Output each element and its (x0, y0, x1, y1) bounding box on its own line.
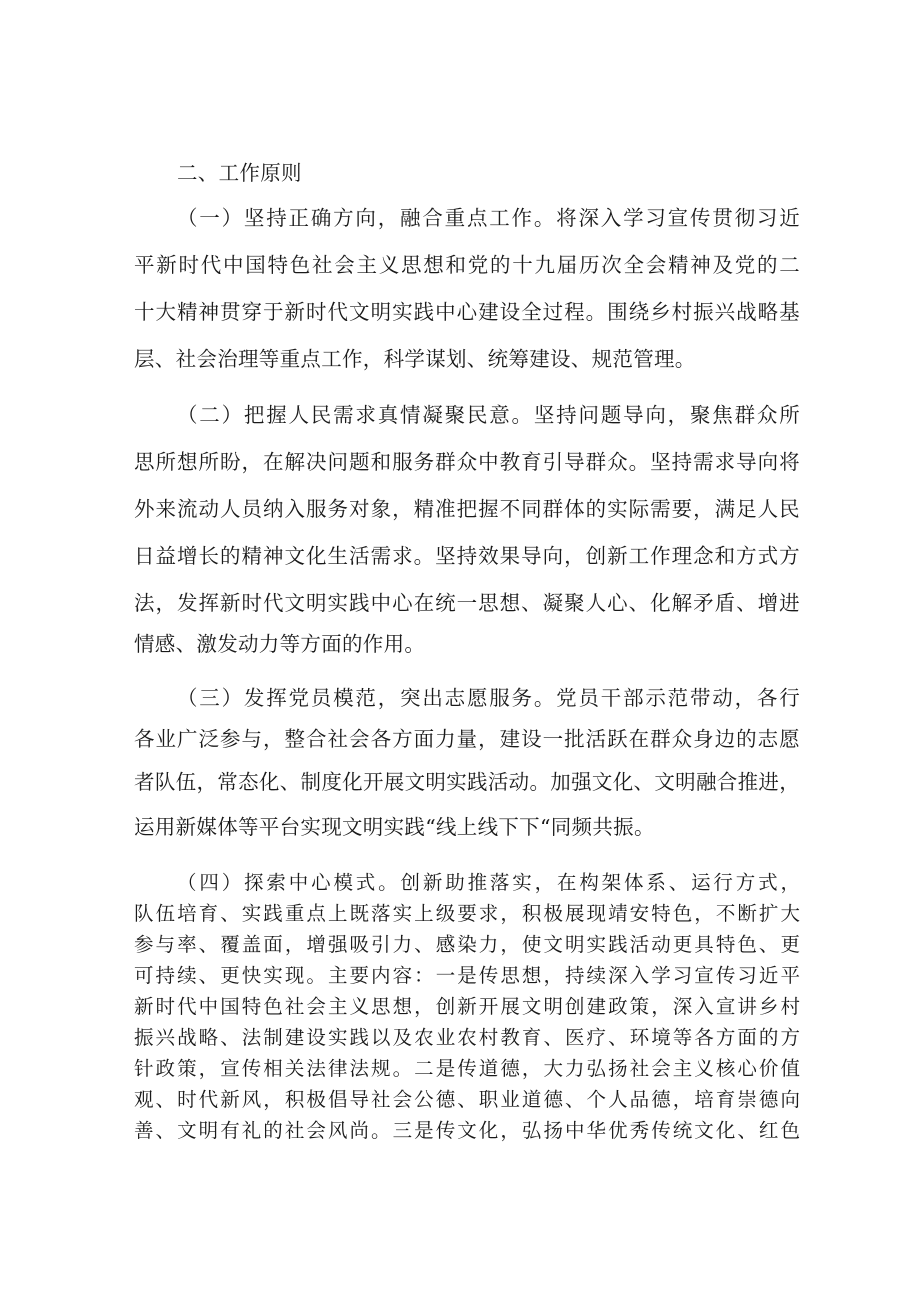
paragraph-4-line-2: 队伍培育、实践重点上既落实上级要求，积极展现靖安特色，不断扩大 (134, 902, 800, 925)
paragraph-4-line-9: 善、文明有礼的社会风尚。三是传文化，弘扬中华优秀传统文化、红色 (134, 1119, 800, 1142)
paragraph-1-line-2: 平新时代中国特色社会主义思想和党的十九届历次全会精神及党的二 (134, 253, 800, 277)
paragraph-1-line-1: （一）坚持正确方向，融合重点工作。将深入学习宣传贯彻习近 (177, 206, 800, 230)
paragraph-3-line-2: 各业广泛参与，整合社会各方面力量，建设一批活跃在群众身边的志愿 (134, 727, 800, 751)
paragraph-3-line-4: 运用新媒体等平台实现文明实践“线上线下下“同频共振。 (134, 815, 655, 839)
paragraph-2-line-6: 情感、激发动力等方面的作用。 (134, 632, 426, 656)
paragraph-4-line-4: 可持续、更快实现。主要内容：一是传思想，持续深入学习宣传习近平 (134, 964, 800, 987)
paragraph-4-line-3: 参与率、覆盖面，增强吸引力、感染力，使文明实践活动更具特色、更 (134, 933, 800, 956)
paragraph-4-line-8: 观、时代新风，积极倡导社会公德、职业道德、个人品德，培育崇德向 (134, 1088, 800, 1111)
paragraph-3-line-1: （三）发挥党员模范，突出志愿服务。党员干部示范带动，各行 (177, 686, 800, 710)
section-heading: 二、工作原则 (177, 161, 302, 185)
paragraph-4-line-7: 针政策，宣传相关法律法规。二是传道德，大力弘扬社会主义核心价值 (134, 1057, 800, 1080)
paragraph-4-line-5: 新时代中国特色社会主义思想，创新开展文明创建政策，深入宣讲乡村 (134, 995, 800, 1018)
paragraph-1-line-3: 十大精神贯穿于新时代文明实践中心建设全过程。围绕乡村振兴战略基 (134, 300, 800, 324)
paragraph-4-line-1: （四）探索中心模式。创新助推落实，在构架体系、运行方式， (177, 871, 800, 894)
paragraph-4-line-6: 振兴战略、法制建设实践以及农业农村教育、医疗、环境等各方面的方 (134, 1026, 800, 1049)
paragraph-3-line-3: 者队伍，常态化、制度化开展文明实践活动。加强文化、文明融合推进， (134, 770, 800, 794)
paragraph-2-line-4: 日益增长的精神文化生活需求。坚持效果导向，创新工作理念和方式方 (134, 544, 800, 568)
paragraph-2-line-5: 法，发挥新时代文明实践中心在统一思想、凝聚人心、化解矛盾、增进 (134, 591, 800, 615)
paragraph-2-line-3: 外来流动人员纳入服务对象，精准把握不同群体的实际需要，满足人民 (134, 497, 800, 521)
paragraph-2-line-1: （二）把握人民需求真情凝聚民意。坚持问题导向，聚焦群众所 (177, 403, 800, 427)
paragraph-2-line-2: 思所想所盼，在解决问题和服务群众中教育引导群众。坚持需求导向将 (134, 450, 800, 474)
paragraph-1-line-4: 层、社会治理等重点工作，科学谋划、统筹建设、规范管理。 (134, 347, 696, 371)
